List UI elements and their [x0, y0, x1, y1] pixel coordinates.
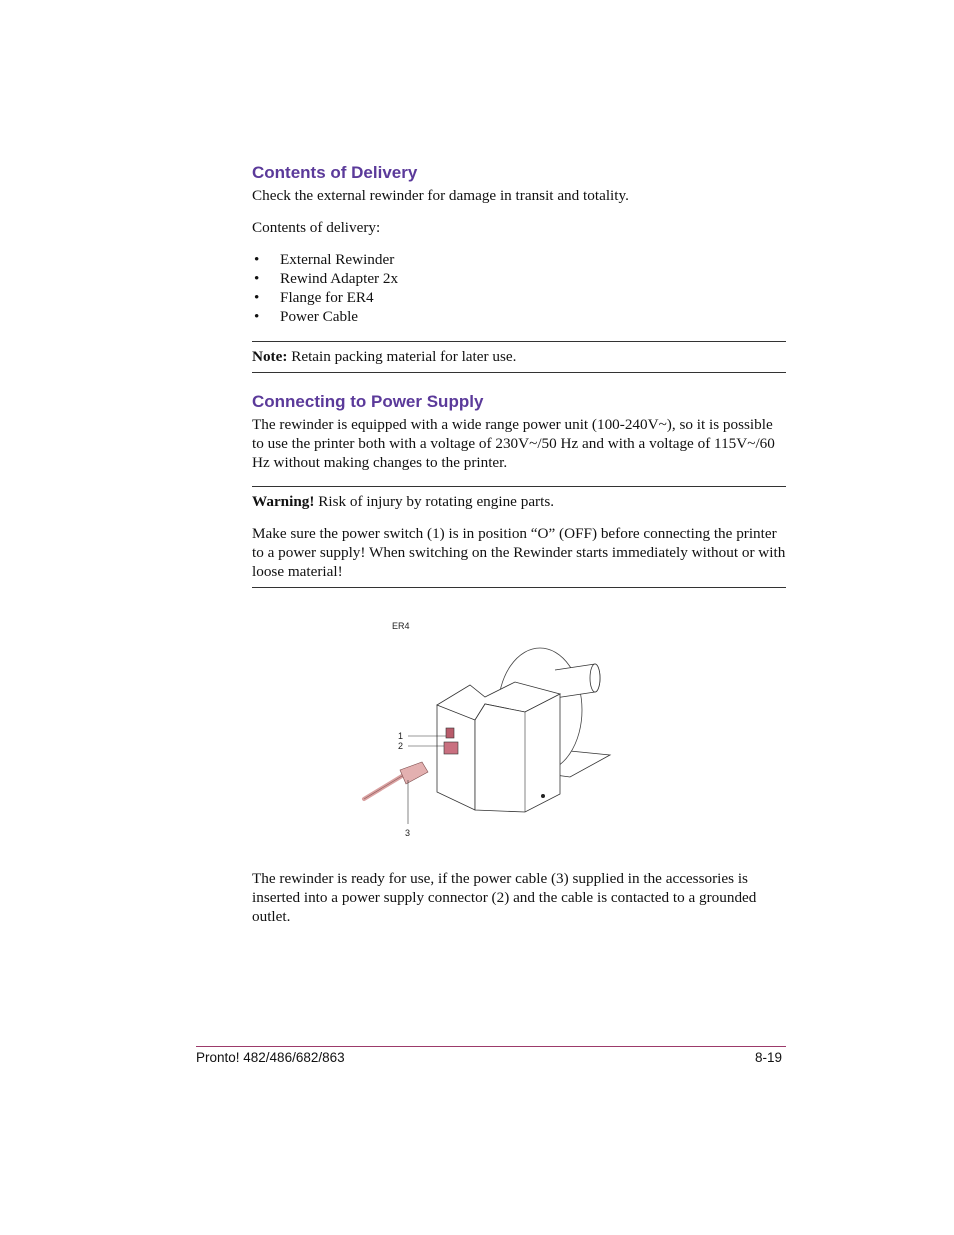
note-text: Retain packing material for later use. [287, 348, 517, 365]
power-connector [444, 742, 458, 754]
footer-page-number: 8-19 [755, 1050, 783, 1065]
contents-list-lead: Contents of delivery: [252, 219, 381, 236]
rewinder-figure [350, 612, 630, 844]
warning-line [252, 492, 786, 511]
callout-2: 2 [398, 741, 404, 751]
footer-product: Pronto! 482/486/682/863 [196, 1050, 345, 1065]
note-box [252, 347, 786, 366]
housing-front [437, 705, 475, 810]
callout-1: 1 [398, 731, 404, 741]
power-body: The rewinder is equipped with a wide range power unit (100-240V~), so it is possible to use the printer both with a voltage of 230V~/50 Hz and with a voltage of 115V~/60 Hz without making changes to the printer. [252, 416, 775, 471]
section-heading-contents: Contents of Delivery [252, 163, 418, 182]
note-bottom-rule [252, 372, 786, 373]
rewinder-illustration [350, 612, 630, 844]
closing-paragraph: The rewinder is ready for use, if the power cable (3) supplied in the accessories is inserted into a power supply connector (2) and the cable is contacted to a grounded outlet. [252, 870, 757, 925]
warning-label: Warning! [252, 493, 315, 510]
section-heading-power: Connecting to Power Supply [252, 392, 484, 411]
footer-rule [196, 1046, 786, 1047]
warning-bottom-rule [252, 587, 786, 588]
list-item: • External Rewinder [254, 251, 395, 268]
warning-detail: Make sure the power switch (1) is in position “O” (OFF) before connecting the printer to a power supply! When switching on the Rewinder starts immediately without or with loose material! [252, 525, 786, 580]
figure-model-label: ER4 [392, 621, 410, 631]
list-item: • Flange for ER4 [254, 289, 374, 306]
housing-side [475, 694, 560, 812]
contents-intro: Check the external rewinder for damage in transit and totality. [252, 187, 629, 204]
contents-list [252, 250, 398, 326]
warning-text: Risk of injury by rotating engine parts. [314, 493, 555, 510]
cable-plug [400, 762, 428, 784]
list-item: • Rewind Adapter 2x [254, 270, 399, 287]
note-label: Note: [252, 348, 288, 365]
list-item: • Power Cable [254, 308, 359, 325]
warning-top-rule [252, 486, 786, 487]
callout-3: 3 [405, 828, 411, 838]
power-switch [446, 728, 454, 738]
note-top-rule [252, 341, 786, 342]
